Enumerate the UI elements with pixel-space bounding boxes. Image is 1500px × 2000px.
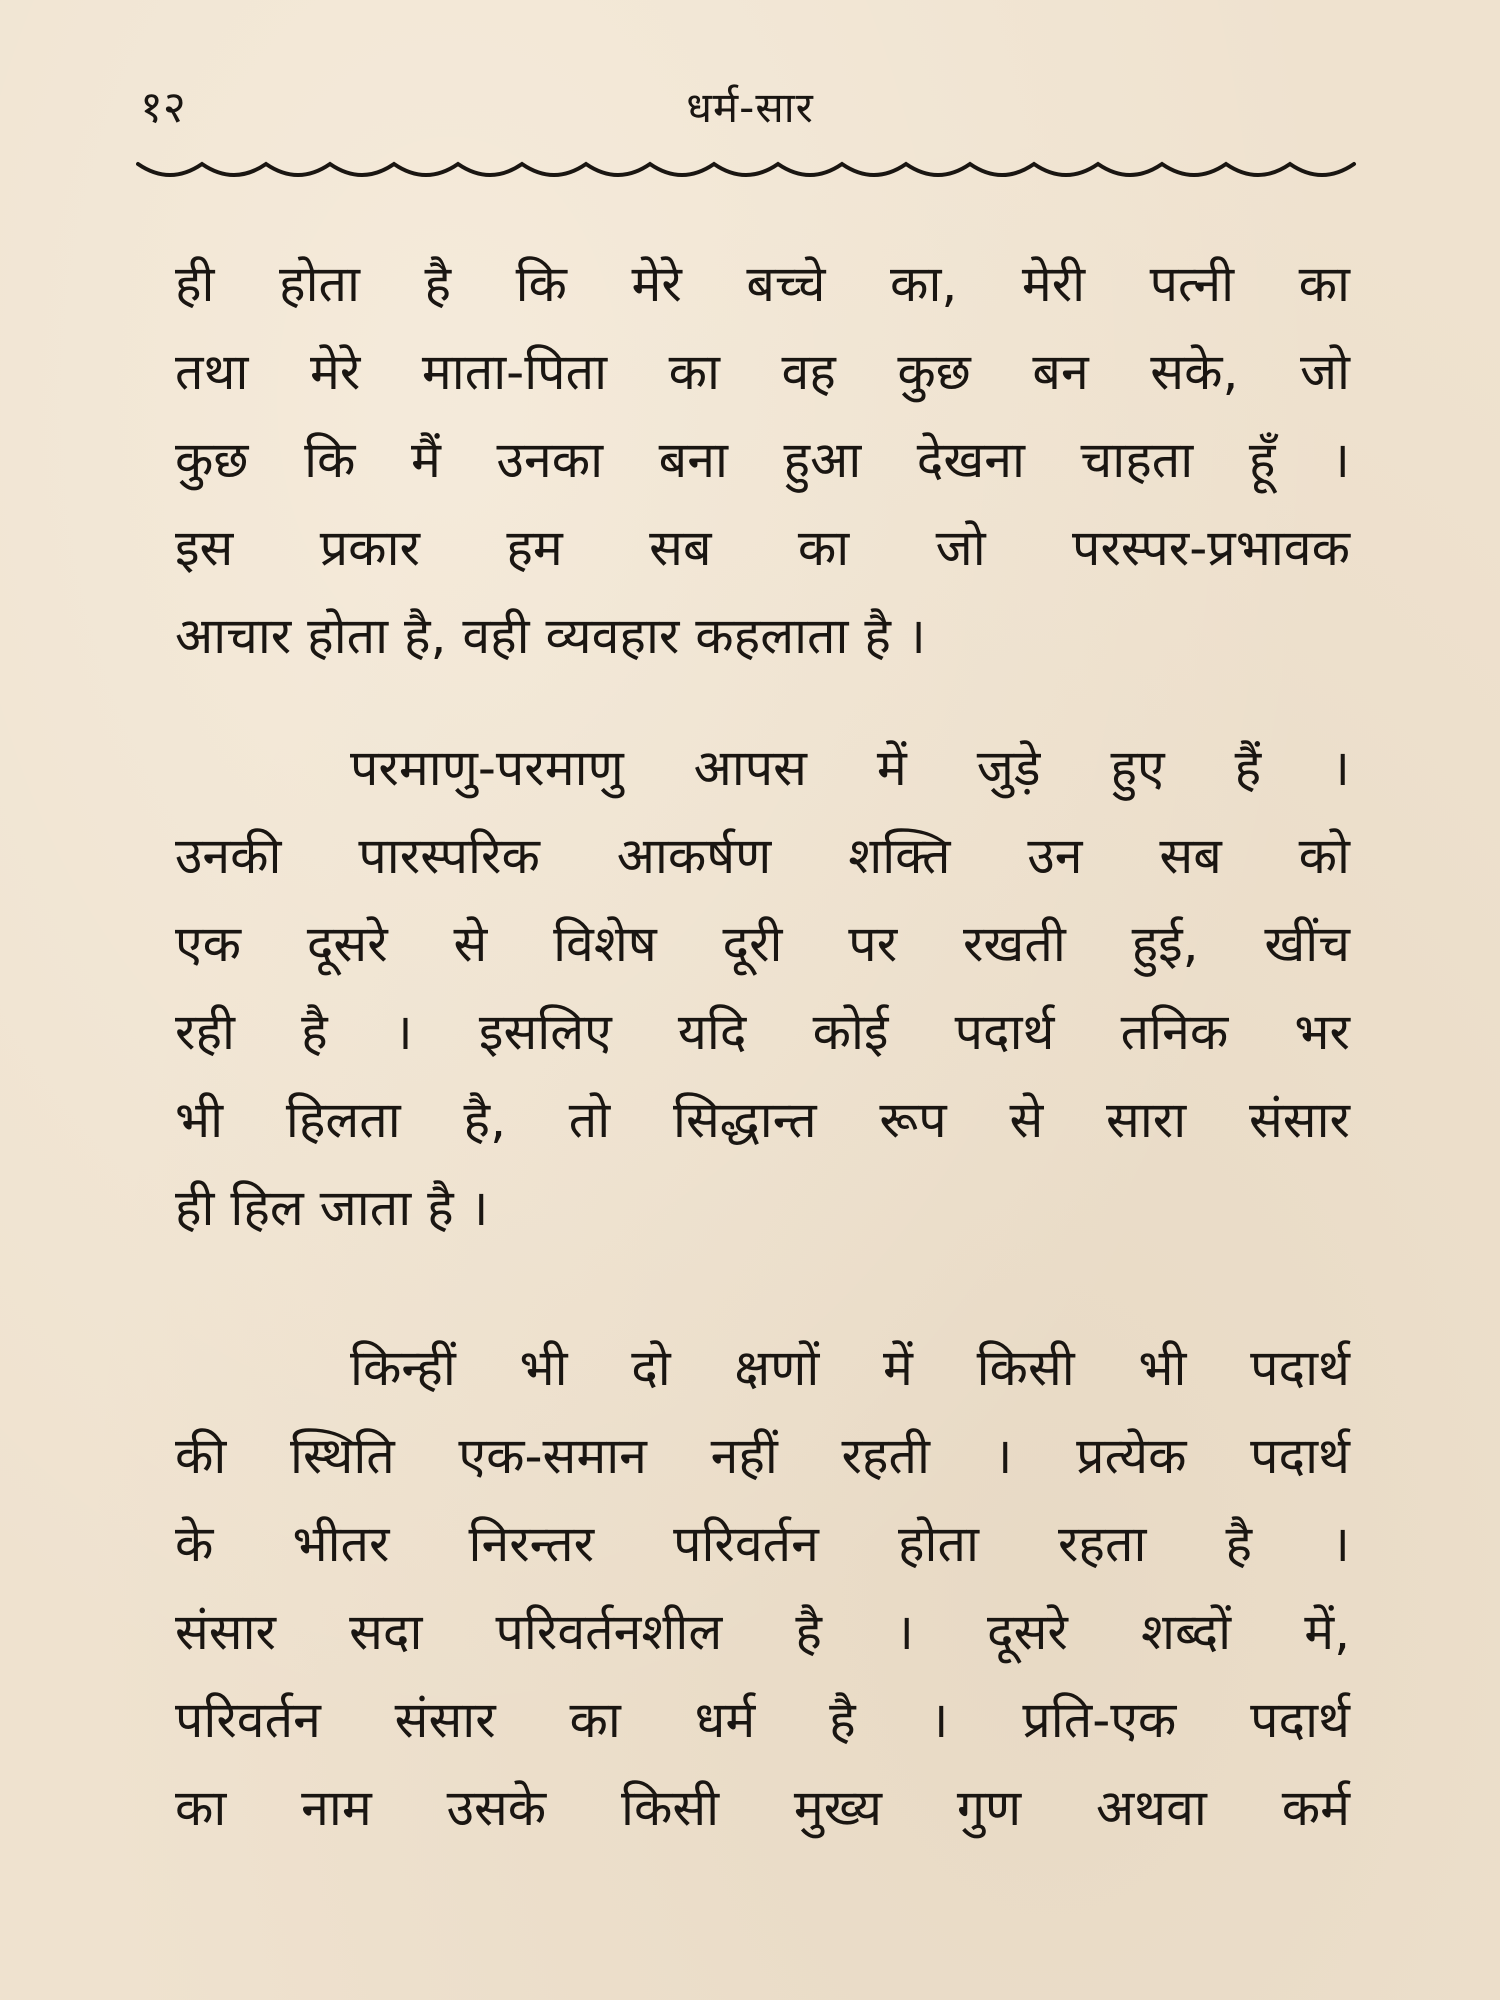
text-line: आचार होता है, वही व्यवहार कहलाता है । bbox=[175, 607, 926, 665]
text-line: तथा मेरे माता-पिता का वह कुछ बन सके, जो bbox=[175, 343, 1350, 401]
body-text bbox=[175, 240, 1350, 1852]
page-header bbox=[140, 78, 1360, 138]
text-line: इस प्रकार हम सब का जो परस्पर-प्रभावक bbox=[175, 519, 1350, 577]
text-line: की स्थिति एक-समान नहीं रहती । प्रत्येक पदार्थ bbox=[175, 1427, 1350, 1485]
text-line: कुछ कि मैं उनका बना हुआ देखना चाहता हूँ । bbox=[175, 431, 1350, 489]
text-line: उनकी पारस्परिक आकर्षण शक्ति उन सब को bbox=[175, 827, 1350, 885]
text-line: रही है । इसलिए यदि कोई पदार्थ तनिक भर bbox=[175, 1003, 1350, 1061]
text-line: परमाणु-परमाणु आपस में जुड़े हुए हैं । bbox=[350, 739, 1350, 797]
text-line: के भीतर निरन्तर परिवर्तन होता रहता है । bbox=[175, 1515, 1350, 1573]
text-line: ही होता है कि मेरे बच्चे का, मेरी पत्नी का bbox=[175, 255, 1350, 313]
wavy-divider bbox=[136, 150, 1366, 190]
text-line: भी हिलता है, तो सिद्धान्त रूप से सारा संसार bbox=[175, 1091, 1350, 1149]
paragraph bbox=[175, 1324, 1350, 1852]
text-line: परिवर्तन संसार का धर्म है । प्रति-एक पदार्थ bbox=[175, 1691, 1350, 1749]
page-number: १२ bbox=[140, 82, 186, 133]
paragraph bbox=[175, 240, 1350, 680]
text-line: किन्हीं भी दो क्षणों में किसी भी पदार्थ bbox=[350, 1339, 1350, 1397]
text-line: का नाम उसके किसी मुख्य गुण अथवा कर्म bbox=[175, 1779, 1350, 1837]
paragraph bbox=[175, 724, 1350, 1252]
text-line: ही हिल जाता है । bbox=[175, 1179, 489, 1237]
text-line: संसार सदा परिवर्तनशील है । दूसरे शब्दों में, bbox=[175, 1603, 1350, 1661]
running-title: धर्म-सार bbox=[686, 83, 814, 132]
text-line: एक दूसरे से विशेष दूरी पर रखती हुई, खींच bbox=[175, 915, 1350, 973]
